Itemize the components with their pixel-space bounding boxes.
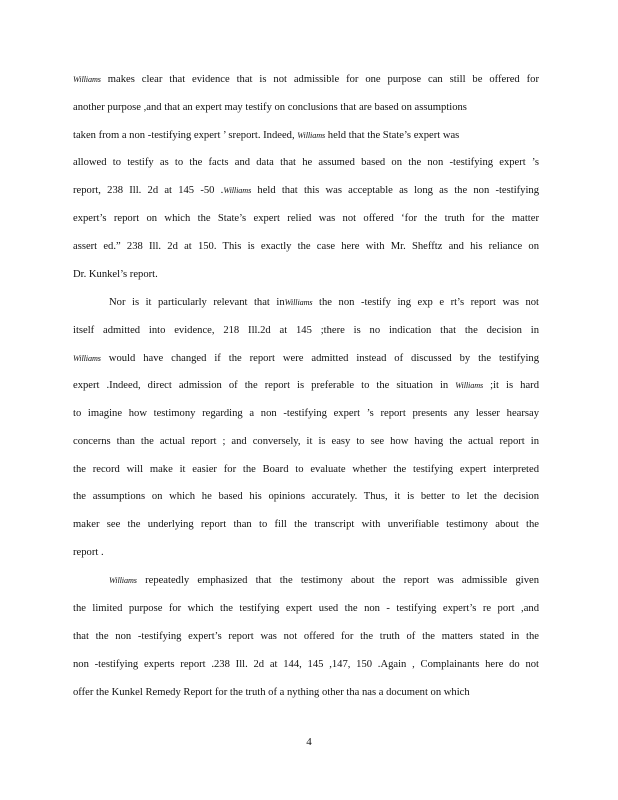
text-segment: maker see the underlying report than to fill the transcript with unverifiable testimony about the [73,519,539,530]
text-line [73,156,539,170]
case-name: Williams [73,354,101,363]
text-line [73,518,539,532]
text-segment: offer the Kunkel Remedy Report for the truth of a nything other tha nas a document on which [73,687,470,698]
text-line [73,630,539,644]
text-segment: repeatedly emphasized that the testimony about the report was admissible given [136,575,539,586]
text-line [109,574,539,588]
text-line [73,490,539,504]
text-segment: another purpose ,and that an expert may testify on conclusions that are based on assumptions [73,102,467,113]
text-segment: itself admitted into evidence, 218 Ill.2d at 145 ;there is no indication that the decision in [73,325,539,336]
text-segment: report, 238 Ill. 2d at 145 -50 . [73,185,224,196]
text-line [73,101,539,115]
case-name: Williams [297,131,326,140]
text-line [73,212,539,226]
text-segment: report . [73,547,104,558]
text-segment: would have changed if the report were admitted instead of discussed by the testifying [100,353,539,364]
text-line [109,296,539,310]
page-number: 4 [306,736,312,748]
text-line [73,435,539,449]
text-line [73,602,539,616]
text-segment: expert’s report on which the State’s expert relied was not offered ‘for the truth for the matter [73,213,539,224]
text-segment: makes clear that evidence that is not admissible for one purpose can still be offered for [100,74,539,85]
text-line [73,658,539,672]
text-segment: the assumptions on which he based his opinions accurately. Thus, it is better to let the decision [73,491,539,502]
text-line [73,546,539,560]
text-line [73,184,539,198]
text-segment: non -testifying experts report .238 Ill. 2d at 144, 145 ,147, 150 .Again , Complainants here do not [73,659,539,670]
text-segment: taken from a non -testifying expert ’ sreport. Indeed, [73,130,298,141]
text-segment: assert ed.” 238 Ill. 2d at 150. This is exactly the case here with Mr. Shefftz and his reliance on [73,241,539,252]
text-line [73,379,539,393]
text-line [73,352,539,366]
text-segment: held that the State’s expert was [325,130,460,141]
text-line [73,268,539,282]
text-line [73,463,539,477]
text-segment: allowed to testify as to the facts and data that he assumed based on the non -testifying expert ’s [73,157,539,168]
text-segment: concerns than the actual report ; and conversely, it is easy to see how having the actual report in [73,436,539,447]
case-name: Williams [284,298,313,307]
text-segment: that the non -testifying expert’s report was not offered for the truth of the matters stated in the [73,631,539,642]
text-line [73,407,539,421]
text-line [73,324,539,338]
case-name: Williams [73,75,101,84]
case-name: Williams [223,186,252,195]
text-segment: the limited purpose for which the testifying expert used the non - testifying expert’s re port ,and [73,603,539,614]
case-name: Williams [455,381,484,390]
case-name: Williams [109,576,137,585]
text-segment: ;it is hard [483,380,539,391]
text-segment: the record will make it easier for the Board to evaluate whether the testifying expert interpreted [73,464,539,475]
text-line [73,129,539,143]
text-segment: Nor is it particularly relevant that in [109,297,285,308]
text-segment: held that this was acceptable as long as the non -testifying [251,185,540,196]
text-segment: the non -testify ing exp e rt’s report was not [312,297,540,308]
text-line [73,240,539,254]
text-line [73,73,539,87]
text-segment: Dr. Kunkel’s report. [73,269,158,280]
text-line [73,686,539,700]
text-segment: to imagine how testimony regarding a non -testifying expert ’s report presents any lesser hearsay [73,408,539,419]
text-segment: expert .Indeed, direct admission of the report is preferable to the situation in [73,380,456,391]
